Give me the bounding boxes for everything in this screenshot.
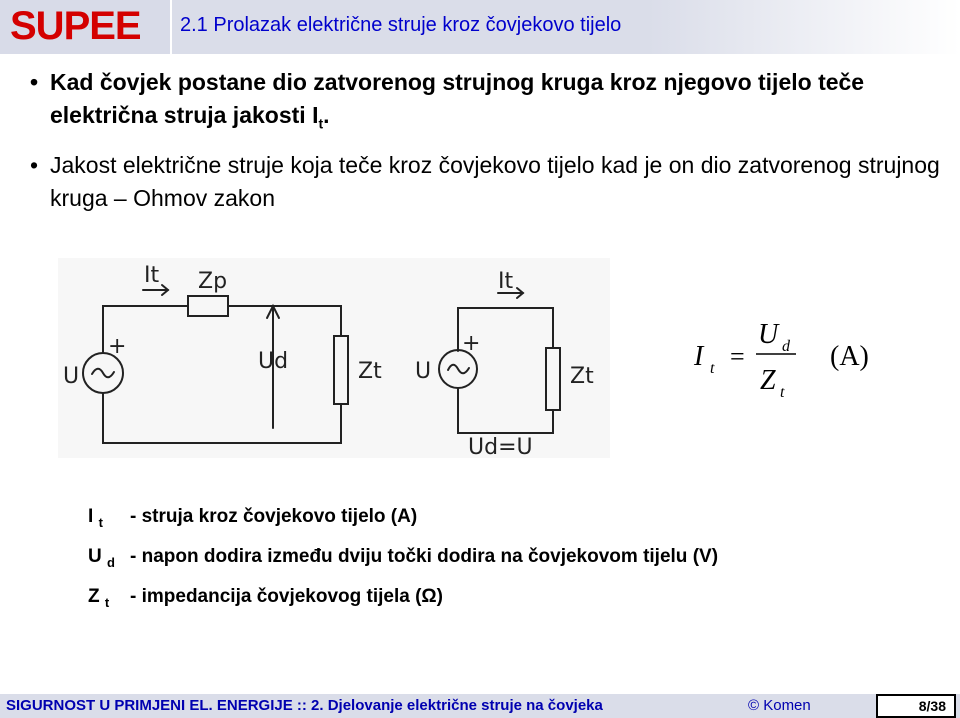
label-left-source: U bbox=[63, 364, 80, 389]
bullet-item-1 bbox=[22, 66, 942, 141]
definition-symbol: I $_t$ bbox=[88, 506, 103, 530]
formula-lhs: I bbox=[694, 341, 704, 372]
label-left-voltage: Ud bbox=[258, 349, 289, 374]
label-left-plus: + bbox=[108, 334, 127, 359]
label-right-plus: + bbox=[462, 331, 481, 356]
bullet-text-1: Kad čovjek postane dio zatvorenog strujnog kruga kroz njegovo tijelo teče električna struja jakosti I bbox=[50, 69, 865, 128]
definition-symbol: U $_d$ bbox=[88, 546, 115, 570]
logo: SUPEE bbox=[10, 4, 141, 48]
definition-text: - impedancija čovjekovog tijela (Ω) bbox=[130, 586, 443, 607]
formula-lhs-sub: t bbox=[710, 360, 715, 377]
bullet-dot: • bbox=[30, 69, 39, 95]
label-left-current: It bbox=[144, 263, 160, 288]
formula-den: Z bbox=[760, 365, 776, 396]
title-box bbox=[172, 0, 647, 54]
footer-author: © Komen bbox=[748, 697, 811, 714]
bullet-item-2 bbox=[22, 149, 942, 215]
slide-title: 2.1 Prolazak električne struje kroz čovjekovo tijelo bbox=[180, 14, 622, 36]
header-fade bbox=[647, 0, 960, 54]
formula-eq: = bbox=[730, 342, 745, 371]
page-number: 8/38 bbox=[918, 698, 946, 714]
footer-course: SIGURNOST U PRIMJENI EL. ENERGIJE :: 2. Djelovanje električne struje na čovjeka bbox=[6, 697, 603, 714]
formula-unit: (A) bbox=[830, 341, 869, 372]
formula-num-sub: d bbox=[782, 338, 790, 355]
label-left-zp: Zp bbox=[198, 269, 228, 294]
bullet-subscript: t bbox=[318, 115, 324, 132]
logo-box bbox=[0, 0, 170, 54]
slide-footer bbox=[0, 694, 960, 718]
bullet-text-2: Jakost električne struje koja teče kroz čovjekovo tijelo kad je on dio zatvorenog strujnog kruga – Ohmov zakon bbox=[50, 151, 940, 211]
definition-symbol: Z $_t$ bbox=[88, 586, 110, 610]
bullet-list bbox=[22, 66, 942, 223]
bullet-suffix: . bbox=[323, 102, 330, 128]
circuit-diagram bbox=[58, 258, 610, 458]
definition-text: - napon dodira između dviju točki dodira na čovjekovom tijelu (V) bbox=[130, 546, 719, 567]
formula-num: U bbox=[758, 319, 779, 350]
label-equation: Ud=U bbox=[468, 435, 533, 458]
label-right-current: It bbox=[498, 269, 514, 294]
bullet-dot: • bbox=[30, 151, 39, 178]
label-right-body: Zt bbox=[570, 364, 594, 389]
definition-text: - struja kroz čovjekovo tijelo (A) bbox=[130, 506, 418, 527]
ohm-formula bbox=[690, 305, 910, 405]
page-number-box bbox=[876, 694, 956, 718]
label-left-body: Zt bbox=[358, 359, 382, 384]
slide-header bbox=[0, 0, 960, 54]
formula-den-sub: t bbox=[780, 384, 785, 401]
label-right-source: U bbox=[415, 359, 432, 384]
